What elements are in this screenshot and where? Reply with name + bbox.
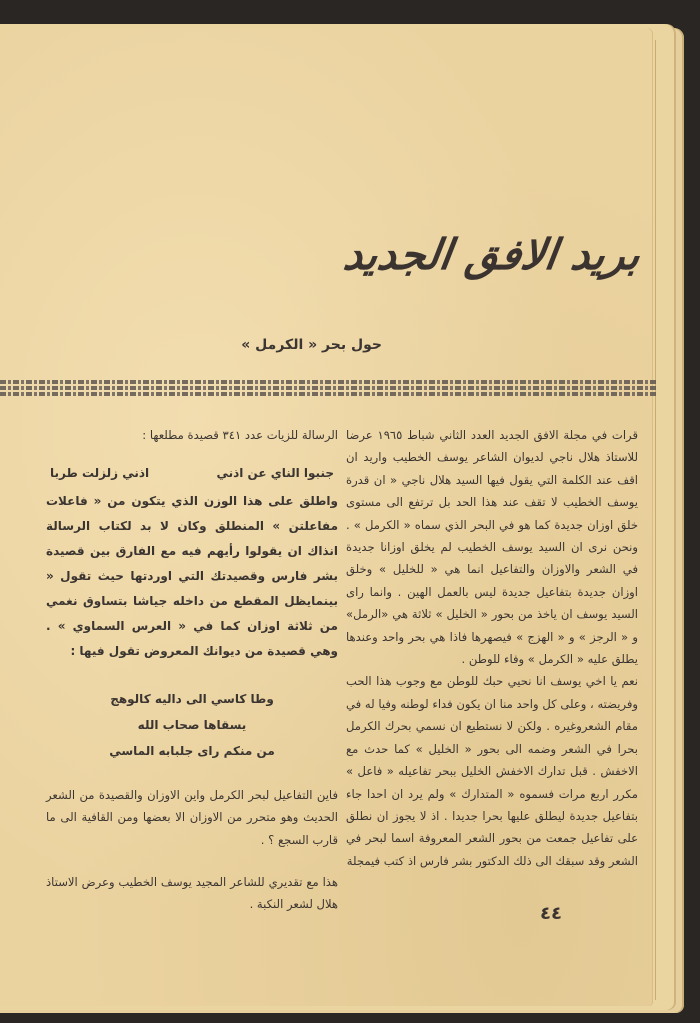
decorative-divider [0,378,656,400]
left-column [46,424,338,916]
page-edge-line [655,40,656,1000]
opening-verse [50,462,334,484]
left-paragraph-2: فاين التفاعيل لبحر الكرمل واين الاوزان والقصيدة من الشعر الحديث وهو متحرر من الاوزان الا بعضها ومن القافية الى ما قارب السجع ؟ . [46,787,338,847]
poem-verses [46,686,338,764]
verse-line: من منكم راى جلبابه الماسي [109,743,275,758]
page-number: ٤٤ [540,903,562,924]
right-column [346,424,638,872]
verse-line: يسقاها صحاب الله [137,717,247,732]
divider-band-bottom [0,392,656,396]
left-bold-paragraph: واطلق على هذا الوزن الذي يتكون من « فاعلات مفاعلتن » المنطلق وكان لا بد لكتاب الرسالة انذاك ان يقولوا رأيهم فيه مع الفارق بين قصيدة بشر فارس وقصيدتك التي اوردتها حيث تقول « بينمايظل المقطع من داخله جياشا بتساوق نغمي من ثلاثة اوزان كما في « العرس السماوي » . وهي قصيدة من ديوانك المعروض تقول فيها : [46,493,338,658]
divider-band-top [0,380,656,384]
page-title: بريد الافق الجديد [340,230,644,279]
verse-second-hemistich: اذني زلزلت طربا [50,466,150,481]
divider-band-middle [0,386,656,390]
article-subtitle: حول بحر « الكرمل » [241,337,382,353]
verse-first-hemistich: جنبوا الناي عن اذني [216,466,334,481]
verse-line: وطا كاسي الى داليه كالوهج [110,691,274,706]
left-paragraph-3: هذا مع تقديري للشاعر المجيد يوسف الخطيب وعرض الاستاذ هلال لشعر النكبة . [46,875,338,912]
right-paragraph-2: نعم يا اخي يوسف انا نحيي حبك للوطن مع وجوب هذا الحب وفريضته ، وعلى كل واحد منا ان يكون فداء لوطنه وفيا له في مقام الشعروغيره . ولكن لا نستطيع ان نسمي بحرك الكرمل بحرا في الشعر وضمه الى بحور « الخليل » كما حدث مع الاخفش . قبل تدارك الاخفش الخليل ببحر تفاعيله « فاعل » مكرر اربع مرات فسموه « المتدارك » ولم يرد ان احدا جاء بتفاعيل جديدة ليطلق عليها بحرا جديدا . اذ لا يجوز ان نطلق على تفاعيل جمعت من بحور الشعر المعروفة اسما لبحر في الشعر وقد سبقك الى ذلك الدكتور بشر فارس اذ كتب فيمجلة [346,674,638,868]
left-intro: الرسالة للزيات عدد ٣٤١ قصيدة مطلعها : [142,428,338,442]
right-paragraph-1: قرات في مجلة الافق الجديد العدد الثاني شباط ١٩٦٥ عرضا للاستاذ هلال ناجي لديوان الشاعر يوسف الخطيب واريد ان اقف عند الكلمة التي يقول فيها السيد هلال ناجي « ان قدرة يوسف الخطيب لا تقف عند هذا الحد بل ترتفع الى مستوى خلق اوزان جديدة كما هو في البحر الذي سماه « الكرمل » . ونحن نرى ان السيد يوسف الخطيب لم يخلق اوزانا جديدة في الشعر والاوزان والتفاعيل انما هي « للخليل » وخلق اوزان جديدة بتفاعيل جديدة ليس بالعمل الهين . وانما راى السيد يوسف ان ياخذ من بحور « الخليل » ثلاثة هي «الرمل» و « الرجز » و « الهزج » فيصهرها فاذا هي بحر واحد وعندها يطلق عليه « الكرمل » وفاء للوطن . [346,428,638,667]
paragraph-gap [46,851,338,871]
